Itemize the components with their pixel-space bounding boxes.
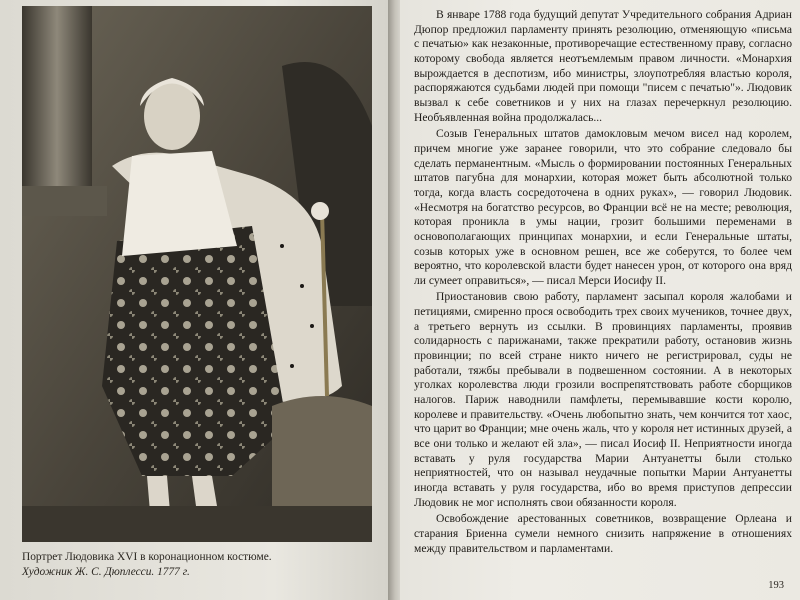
left-page (0, 0, 392, 600)
paragraph: Освобождение арестованных советников, возвращение Орлеана и старания Бриенна сумели немного снизить напряжение в отношениях между правительством и парламентами. (414, 512, 792, 555)
face (144, 82, 200, 150)
caption-author: Художник Ж. С. Дюплесси. 1777 г. (22, 566, 190, 578)
page-text (414, 8, 792, 556)
column (22, 6, 92, 206)
paragraph: Созыв Генеральных штатов дамокловым мечом висел над королем, причем многие уже заранее говорили, что это собрание следовало бы сделать перманентным. «Мысль о формировании постоянных Генеральных штатов пагубна для монархии, которая может быть абсолютной только тогда, когда власть сосредоточена в одних руках», — говорил Людовик. «Несмотря на богатство ресурсов, во Франции всё не на месте; революция, которая проникла в умы нации, грозит большими переменами в основополагающих принципах монархии, и если Генеральные штаты, созыв которых уже в основном решен, все же соберутся, то более чем вероятно, что королевской власти будет нанесен урон, от которого она вряд ли сумеет оправиться», — писал Мерси Иосифу II. (414, 127, 792, 287)
right-page (400, 0, 800, 600)
portrait-image (22, 6, 372, 542)
portrait-caption (22, 550, 382, 580)
paragraph: Приостановив свою работу, парламент засыпал короля жалобами и петициями, смиренно прося освободить трех своих мучеников, точнее двух, а третьего вернуть из ссылки. В провинциях парламенты, проявив солидарность с парижанами, также прекратили работу, остановив жизнь провинции; по всей стране никто ничего не регистрировал, суды не работали, тяжбы пребывали в подвешенном состоянии. А в некоторых уголках королевства люди грозили воспрепятствовать работе сборщиков налогов. Париж наводнили памфлеты, перемывавшие кости королю, королеве и правительству. «Очень любопытно знать, чем кончится тот хаос, что царит во Франции; мне очень жаль, что у короля нет истинных друзей, а все они только и желают ей зла», — писал Иосиф II. Неприятности иногда вставать у руля государства Марии Антуанетты были столько неприятностей, что он называл неудачные попытки Марии Антуанетты иногда вставать у руля государства, ибо во время приступов депрессии Людовик не мог исполнять свои обязанности короля. (414, 290, 792, 509)
page-number: 193 (768, 580, 784, 591)
paragraph: В январе 1788 года будущий депутат Учредительного собрания Адриан Дюпор предложил парламенту принять резолюцию, отменяющую «письма с печатью» как незаконные, противоречащие естественному праву, согласно которому свобода является неотъемлемым правом личности. «Монархия вырождается в деспотизм, ибо министры, злоупотребляя властью короля, распоряжаются судьбами людей при помощи "писем с печатью"». Людовик вызвал к себе советников и у них на глазах перечеркнул резолюцию. Необъявленная война продолжалась... (414, 8, 792, 124)
caption-title: Портрет Людовика XVI в коронационном костюме. (22, 551, 272, 563)
portrait-illustration (22, 6, 372, 542)
